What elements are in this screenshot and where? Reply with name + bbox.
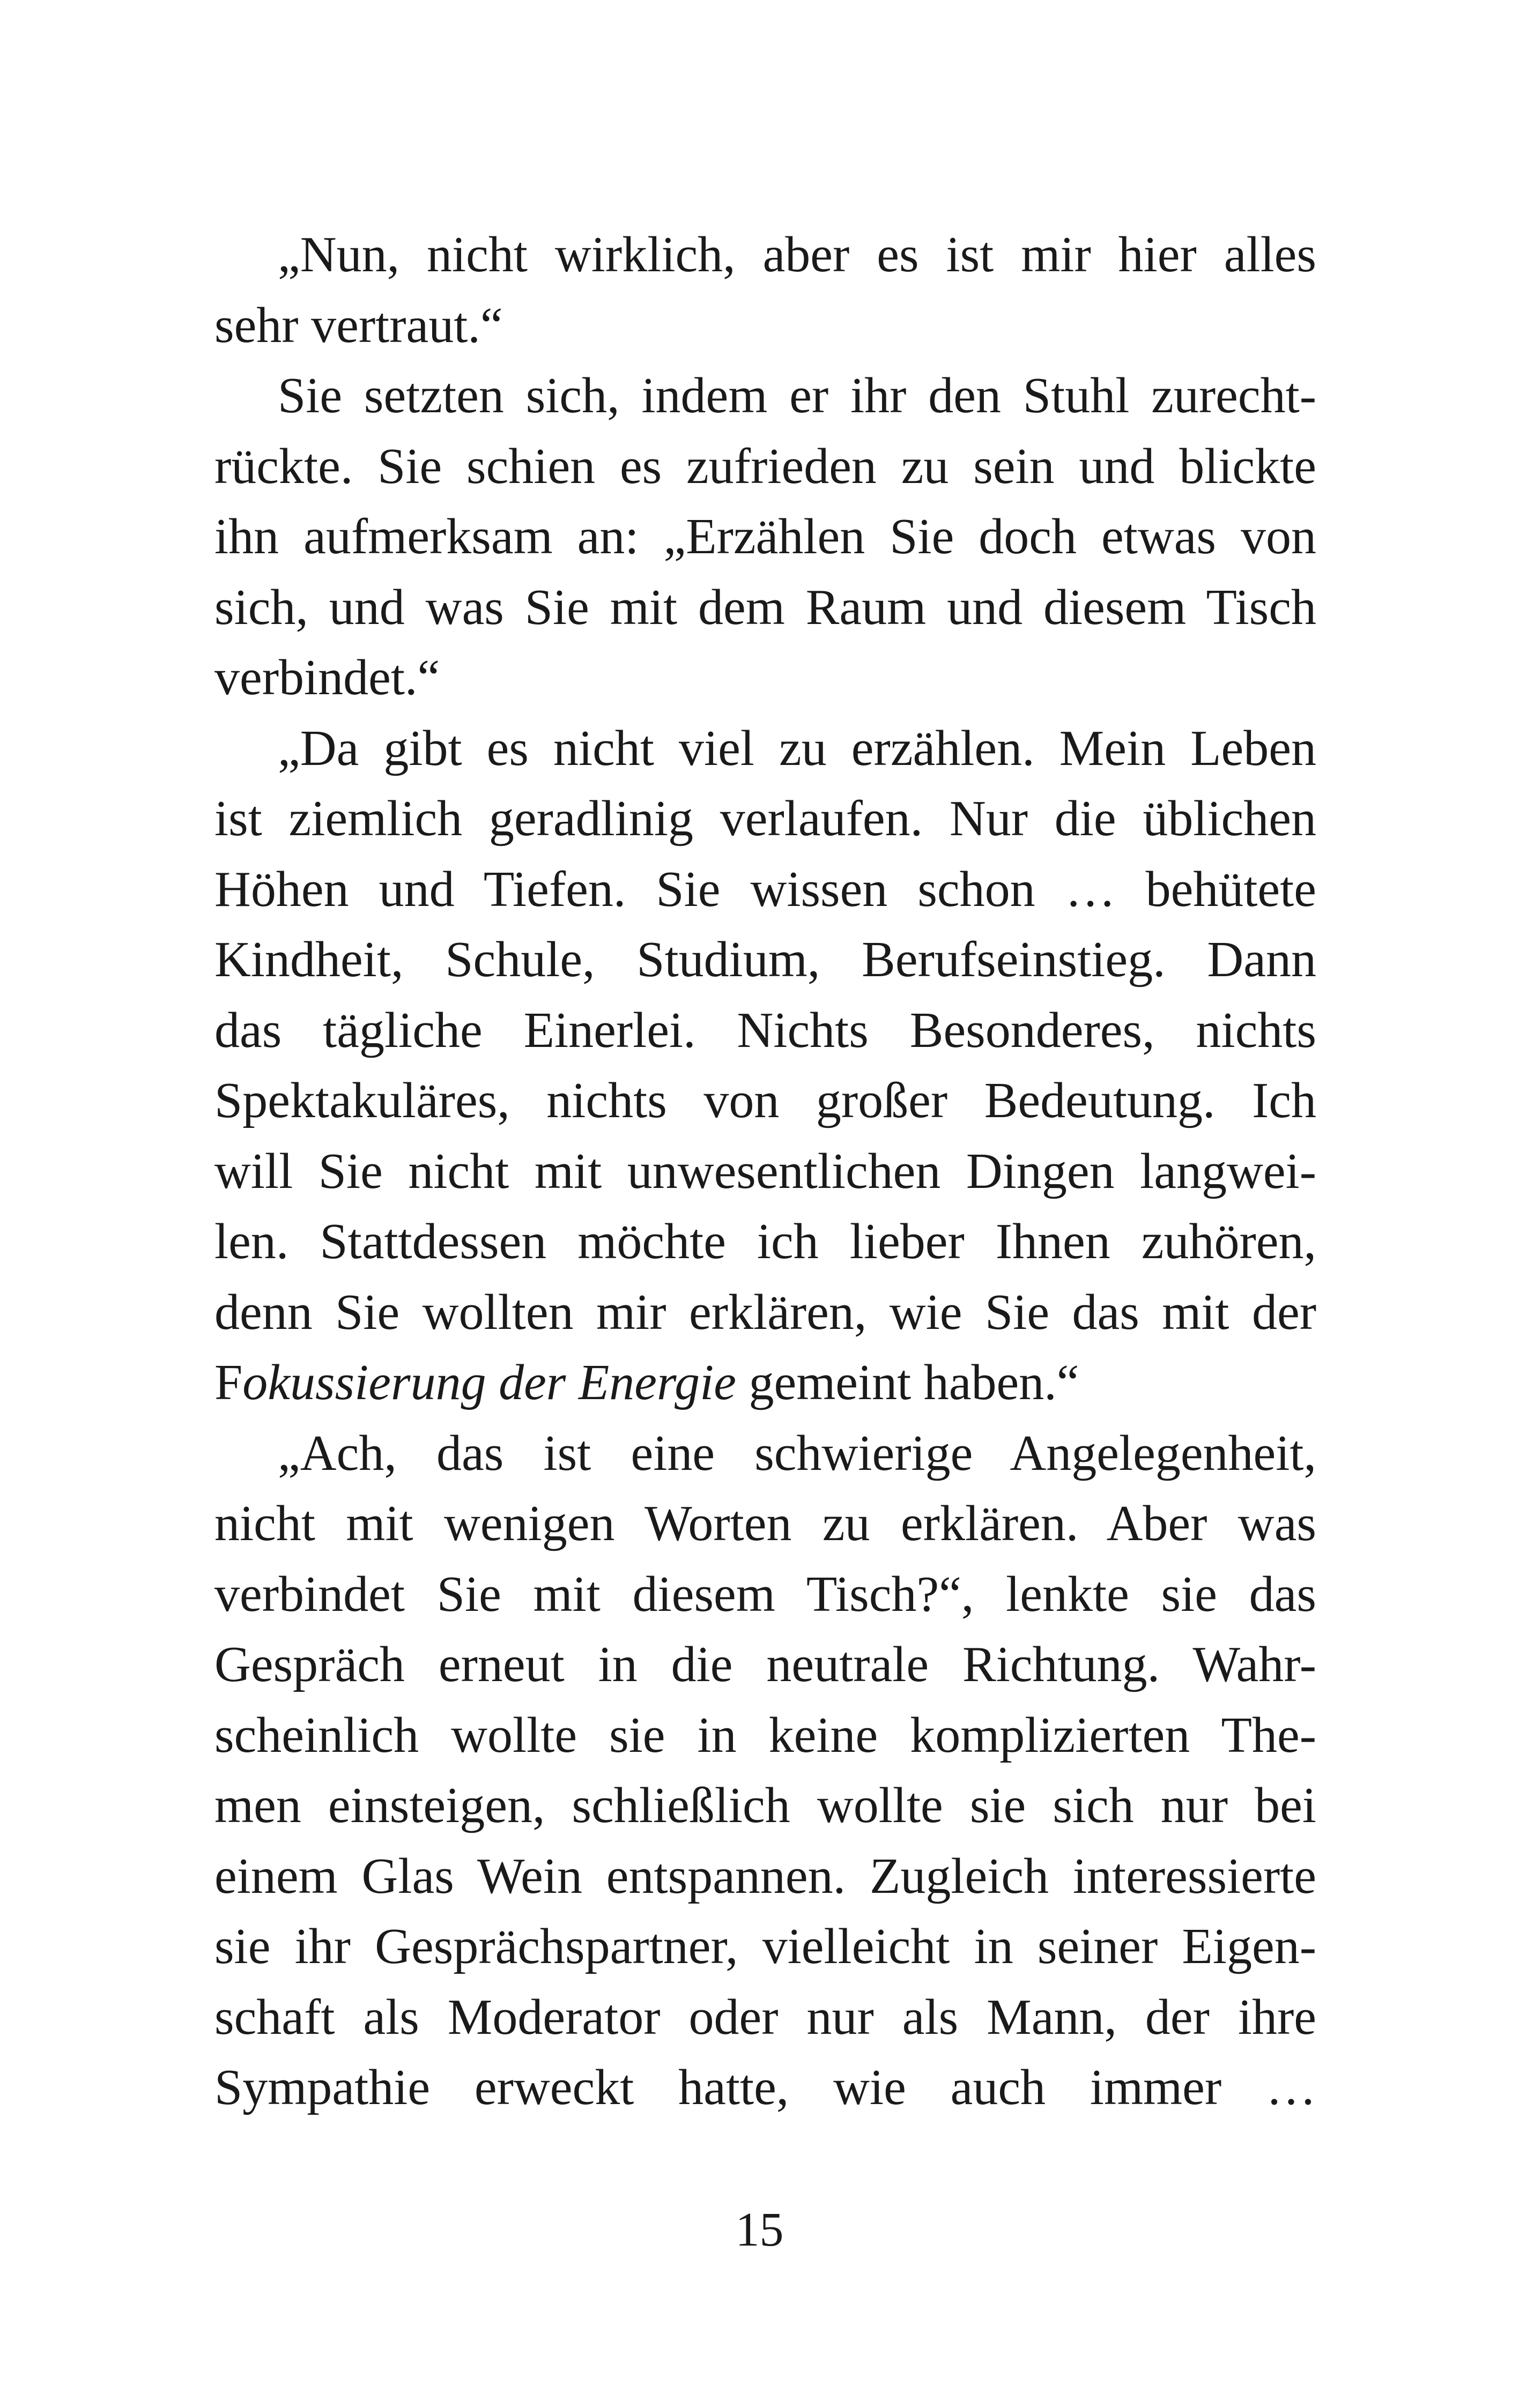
text-line: schaft als Moderator oder nur als Mann, der ihre: [214, 1989, 1316, 2045]
text-line: verbindet Sie mit diesem Tisch?“, lenkte sie das: [214, 1566, 1316, 1622]
text-line: Spektakuläres, nichts von großer Bedeutung. Ich: [214, 1073, 1316, 1128]
text-line: verbindet.“: [214, 650, 440, 705]
text-span: F: [214, 1355, 243, 1410]
text-line: Höhen und Tiefen. Sie wissen schon … behütete: [214, 861, 1316, 917]
text-line: sich, und was Sie mit dem Raum und diesem Tisch: [214, 579, 1316, 635]
text-line: [214, 1348, 1316, 1418]
text-span: gemeint haben.“: [736, 1355, 1079, 1410]
italic-phrase: okussierung der Energie: [242, 1355, 736, 1410]
text-line: Gespräch erneut in die neutrale Richtung. Wahr-: [214, 1637, 1316, 1692]
text-line: rückte. Sie schien es zufrieden zu sein und blickte: [214, 438, 1316, 494]
text-line: len. Stattdessen möchte ich lieber Ihnen zuhören,: [214, 1214, 1316, 1269]
text-line: ihn aufmerksam an: „Erzählen Sie doch etwas von: [214, 509, 1316, 564]
text-line: scheinlich wollte sie in keine komplizierten The-: [214, 1707, 1316, 1763]
text-line: „Nun, nicht wirklich, aber es ist mir hier alles: [278, 227, 1316, 283]
text-line: das tägliche Einerlei. Nichts Besonderes, nichts: [214, 1002, 1316, 1058]
text-line: men einsteigen, schließlich wollte sie sich nur bei: [214, 1778, 1316, 1833]
text-line: „Ach, das ist eine schwierige Angelegenheit,: [278, 1425, 1316, 1481]
text-line: nicht mit wenigen Worten zu erklären. Aber was: [214, 1496, 1316, 1551]
text-line: denn Sie wollten mir erklären, wie Sie das mit der: [214, 1284, 1316, 1340]
text-line: Sie setzten sich, indem er ihr den Stuhl zurecht-: [278, 368, 1316, 423]
text-line: will Sie nicht mit unwesentlichen Dingen langwei-: [214, 1143, 1316, 1199]
text-line: Kindheit, Schule, Studium, Berufseinstieg. Dann: [214, 932, 1316, 987]
text-line: Sympathie erweckt hatte, wie auch immer …: [214, 2060, 1316, 2115]
text-line: „Da gibt es nicht viel zu erzählen. Mein Leben: [278, 720, 1316, 776]
page-number: 15: [735, 2203, 784, 2256]
body-text: [214, 220, 1316, 2123]
text-line: ist ziemlich geradlinig verlaufen. Nur die üblichen: [214, 791, 1316, 846]
text-line: sie ihr Gesprächspartner, vielleicht in seiner Eigen-: [214, 1919, 1316, 1974]
text-line: einem Glas Wein entspannen. Zugleich interessierte: [214, 1848, 1316, 1904]
text-line: sehr vertraut.“: [214, 297, 503, 353]
